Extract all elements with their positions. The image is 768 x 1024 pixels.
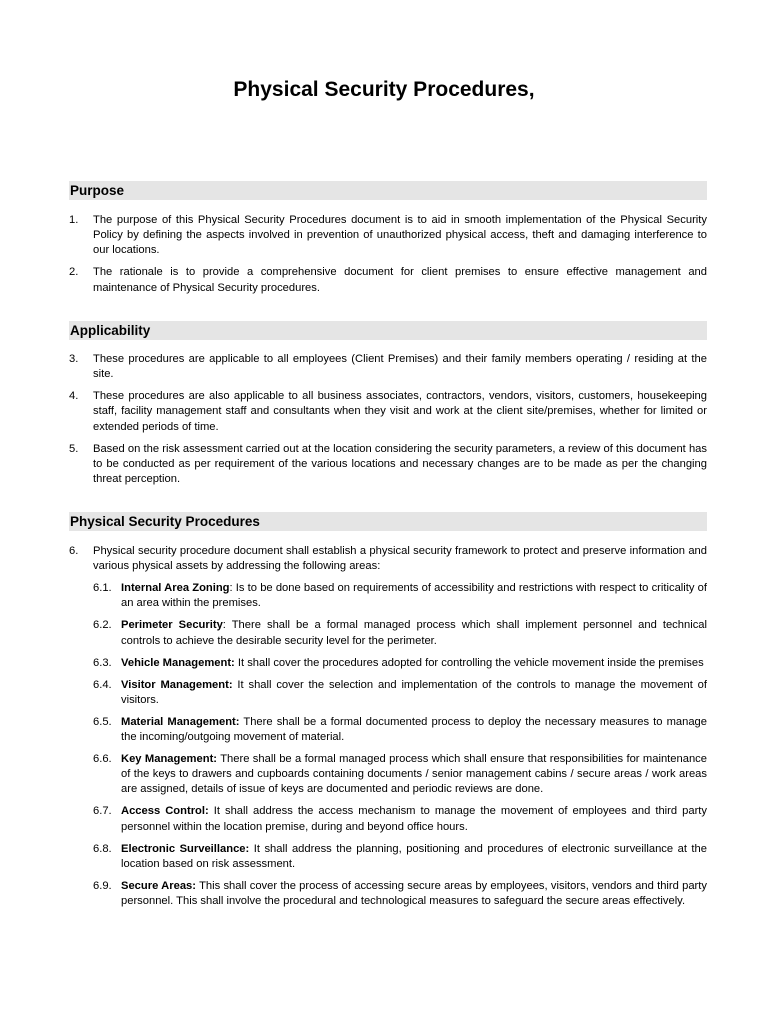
sub-item-term: Material Management: xyxy=(121,715,240,728)
sub-item-number: 6.4. xyxy=(93,678,112,691)
sub-item-number: 6.6. xyxy=(93,753,112,766)
sub-item-text: It shall address the planning, positioning and procedures of electronic surveillance at the location based on risk assessment. xyxy=(121,842,707,870)
sub-list-item xyxy=(69,879,707,909)
item-text: Physical security procedure document shall establish a physical security framework to protect and preserve information and various physical assets by addressing the following areas: xyxy=(93,545,707,573)
sub-item-text: It shall cover the selection and implementation of the controls to manage the movement of visitors. xyxy=(121,678,708,706)
section-heading-procedures: Physical Security Procedures xyxy=(69,512,707,531)
procedures-list xyxy=(69,544,707,916)
sub-item-text: It shall address the access mechanism to manage the movement of employees and third party personnel within the location premise, during and beyond office hours. xyxy=(121,805,707,833)
sub-item-text: This shall cover the process of accessing secure areas by employees, visitors, vendors and third party personnel. This shall involve the procedural and technological measures to safeguard the secure areas effectively. xyxy=(121,879,707,908)
sub-list-item xyxy=(69,804,707,834)
item-number: 2. xyxy=(69,266,79,279)
item-text: The rationale is to provide a comprehensive document for client premises to ensure effective management and maintenance of Physical Security procedures. xyxy=(93,266,707,294)
sub-item-term: Secure Areas: xyxy=(121,879,196,892)
document-title: Physical Security Procedures, xyxy=(233,78,535,101)
item-text: These procedures are applicable to all employees (Client Premises) and their family members operating / residing at the site. xyxy=(93,353,707,381)
section-heading-purpose: Purpose xyxy=(69,181,707,200)
sub-item-term: Perimeter Security xyxy=(121,619,223,632)
sub-list-item xyxy=(69,581,707,611)
sub-item-term: Access Control: xyxy=(121,805,209,818)
item-number: 4. xyxy=(69,390,79,403)
item-text: The purpose of this Physical Security Procedures document is to aid in smooth implementation of the Physical Security Policy by defining the aspects involved in prevention of unauthorized physical access, theft and damaging interference to our locations. xyxy=(93,214,707,257)
list-item xyxy=(69,389,707,435)
sub-item-text: It shall cover the procedures adopted for controlling the vehicle movement inside the premises xyxy=(234,656,704,669)
sub-list-item xyxy=(69,656,707,671)
sub-list-item xyxy=(69,618,707,648)
sub-item-number: 6.8. xyxy=(93,842,112,855)
section-heading-applicability: Applicability xyxy=(69,321,707,340)
list-item xyxy=(69,544,707,574)
applicability-list xyxy=(69,352,707,494)
sub-item-number: 6.5. xyxy=(93,715,112,728)
list-item xyxy=(69,442,707,488)
sub-item-number: 6.1. xyxy=(93,582,112,595)
list-item xyxy=(69,265,707,295)
purpose-list xyxy=(69,213,707,303)
sub-item-term: Visitor Management: xyxy=(121,678,233,691)
item-number: 1. xyxy=(69,214,79,226)
sub-item-number: 6.3. xyxy=(93,656,112,669)
sub-item-text: There shall be a formal managed process which shall ensure that responsibilities for maintenance of the keys to drawers and cupboards containing documents / senior management cabins / secure areas / work areas are assigned, details of issue of keys are documented and periodic reviews are done. xyxy=(121,753,707,796)
list-item xyxy=(69,352,707,382)
sub-item-term: Electronic Surveillance: xyxy=(121,842,250,855)
sub-item-number: 6.9. xyxy=(93,879,112,892)
sub-list-item xyxy=(69,678,707,708)
sub-item-number: 6.2. xyxy=(93,619,112,632)
item-number: 3. xyxy=(69,353,79,365)
sub-item-number: 6.7. xyxy=(93,805,112,818)
sub-list-item xyxy=(69,715,707,745)
list-item xyxy=(69,213,707,259)
sub-list-item xyxy=(69,752,707,798)
sub-list-item xyxy=(69,842,707,872)
item-number: 5. xyxy=(69,442,79,455)
sub-item-text: : There shall be a formal managed process which shall implement personnel and technical controls to achieve the desirable security level for the perimeter. xyxy=(121,619,708,647)
sub-item-term: Internal Area Zoning xyxy=(121,582,230,595)
sub-item-term: Vehicle Management: xyxy=(121,656,235,669)
item-text: Based on the risk assessment carried out at the location considering the security parameters, a review of this document has to be conducted as per requirement of the various locations and necessary changes are to be made as per the changing threat perception. xyxy=(93,442,707,486)
sub-item-text: There shall be a formal documented process to deploy the necessary measures to manage the incoming/outgoing movement of material. xyxy=(121,715,707,744)
item-number: 6. xyxy=(69,545,79,557)
item-text: These procedures are also applicable to all business associates, contractors, vendors, visitors, customers, housekeeping staff, facility management staff and consultants when they visit and work at the client site/premises, whether for limited or extended periods of time. xyxy=(93,390,707,433)
sub-item-text: : Is to be done based on requirements of accessibility and restrictions with respect to criticality of an area within the premises. xyxy=(121,582,707,610)
sub-item-term: Key Management: xyxy=(121,753,218,766)
